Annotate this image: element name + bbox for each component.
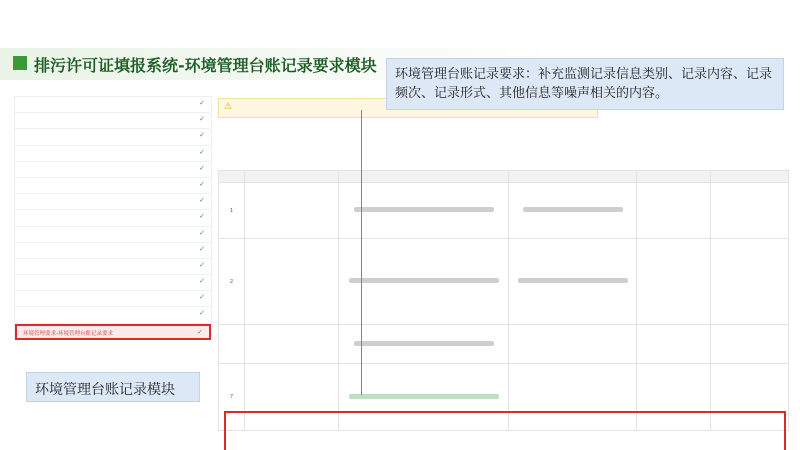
sidebar-item-label [21, 116, 191, 126]
cell-category [245, 325, 339, 364]
cell-other [711, 364, 789, 431]
check-icon: ✓ [199, 228, 205, 237]
sidebar-item-ledger-requirements[interactable] [15, 324, 211, 340]
sidebar-item[interactable] [15, 113, 211, 129]
sidebar-item-label [21, 149, 191, 159]
cell-frequency [509, 364, 637, 431]
table-row [219, 183, 789, 239]
cell-format [637, 364, 711, 431]
sidebar-item-label [21, 197, 191, 207]
cell-no: 1 [219, 183, 245, 239]
cell-content [339, 239, 509, 325]
check-icon: ✓ [199, 147, 205, 156]
check-icon: ✓ [199, 99, 205, 107]
sidebar-item[interactable] [15, 178, 211, 194]
cell-frequency [509, 239, 637, 325]
sidebar-item-label [21, 181, 191, 191]
sidebar-item[interactable] [15, 291, 211, 307]
callout-right-text: 环境管理台账记录要求：补充监测记录信息类别、记录内容、记录频次、记录形式、其他信息等噪声相关的内容。 [395, 67, 773, 101]
col-header-category [245, 171, 339, 183]
sidebar-item-label: 环境管理要求-环境管理台账记录要求 [23, 330, 113, 337]
callout-ledger-requirements [386, 58, 784, 110]
check-icon: ✓ [199, 309, 205, 318]
cell-no [219, 325, 245, 364]
check-icon: ✓ [199, 244, 205, 253]
cell-no: 2 [219, 239, 245, 325]
table-row-noise [219, 364, 789, 431]
sidebar-item[interactable] [15, 162, 211, 178]
table-row [219, 325, 789, 364]
cell-no: 7 [219, 364, 245, 431]
sidebar-item[interactable] [15, 129, 211, 145]
cell-frequency [509, 325, 637, 364]
col-header-format [637, 171, 711, 183]
check-icon: ✓ [199, 277, 205, 286]
table-row [219, 239, 789, 325]
cell-format [637, 183, 711, 239]
check-icon: ✓ [199, 163, 205, 172]
col-header-frequency [509, 171, 637, 183]
check-icon: ✓ [199, 260, 205, 269]
sidebar-item-label [21, 278, 191, 288]
connector-line [361, 110, 362, 395]
check-icon: ✓ [199, 115, 205, 124]
sidebar-item[interactable] [15, 275, 211, 291]
cell-format [637, 239, 711, 325]
col-header-other [711, 171, 789, 183]
sidebar-item-label [21, 230, 191, 240]
ledger-table [218, 170, 789, 431]
sidebar-item[interactable] [15, 146, 211, 162]
check-icon: ✓ [199, 293, 205, 302]
warning-icon: ⚠ [224, 102, 233, 112]
sidebar-item-label [21, 132, 191, 142]
cell-category [245, 364, 339, 431]
cell-other [711, 183, 789, 239]
callout-ledger-module [26, 372, 200, 402]
sidebar-item-label [21, 100, 191, 110]
cell-category [245, 239, 339, 325]
check-icon: ✓ [197, 327, 203, 336]
cell-content [339, 325, 509, 364]
sidebar-item-label [21, 262, 191, 272]
cell-format [637, 325, 711, 364]
cell-frequency [509, 183, 637, 239]
page-title: 排污许可证填报系统-环境管理台账记录要求模块 [34, 56, 377, 75]
sidebar-item[interactable] [15, 210, 211, 226]
sidebar-item[interactable] [15, 259, 211, 275]
check-icon: ✓ [199, 196, 205, 205]
cell-content [339, 364, 509, 431]
main-content [218, 90, 788, 440]
cell-other [711, 325, 789, 364]
check-icon: ✓ [199, 212, 205, 221]
sidebar [14, 96, 212, 340]
col-header-content [339, 171, 509, 183]
sidebar-item-label [21, 310, 191, 320]
header-square-icon [13, 56, 27, 70]
check-icon: ✓ [199, 131, 205, 140]
callout-left-text: 环境管理台账记录模块 [35, 382, 175, 398]
sidebar-item[interactable] [15, 194, 211, 210]
sidebar-item[interactable] [15, 243, 211, 259]
sidebar-item-label [21, 165, 191, 175]
cell-content [339, 183, 509, 239]
check-icon: ✓ [199, 179, 205, 188]
cell-other [711, 239, 789, 325]
sidebar-item[interactable] [15, 97, 211, 113]
sidebar-item-label [21, 246, 191, 256]
cell-category [245, 183, 339, 239]
sidebar-item-label [21, 213, 191, 223]
sidebar-item[interactable] [15, 307, 211, 323]
sidebar-item[interactable] [15, 227, 211, 243]
col-header-no [219, 171, 245, 183]
sidebar-item-label [21, 294, 191, 304]
